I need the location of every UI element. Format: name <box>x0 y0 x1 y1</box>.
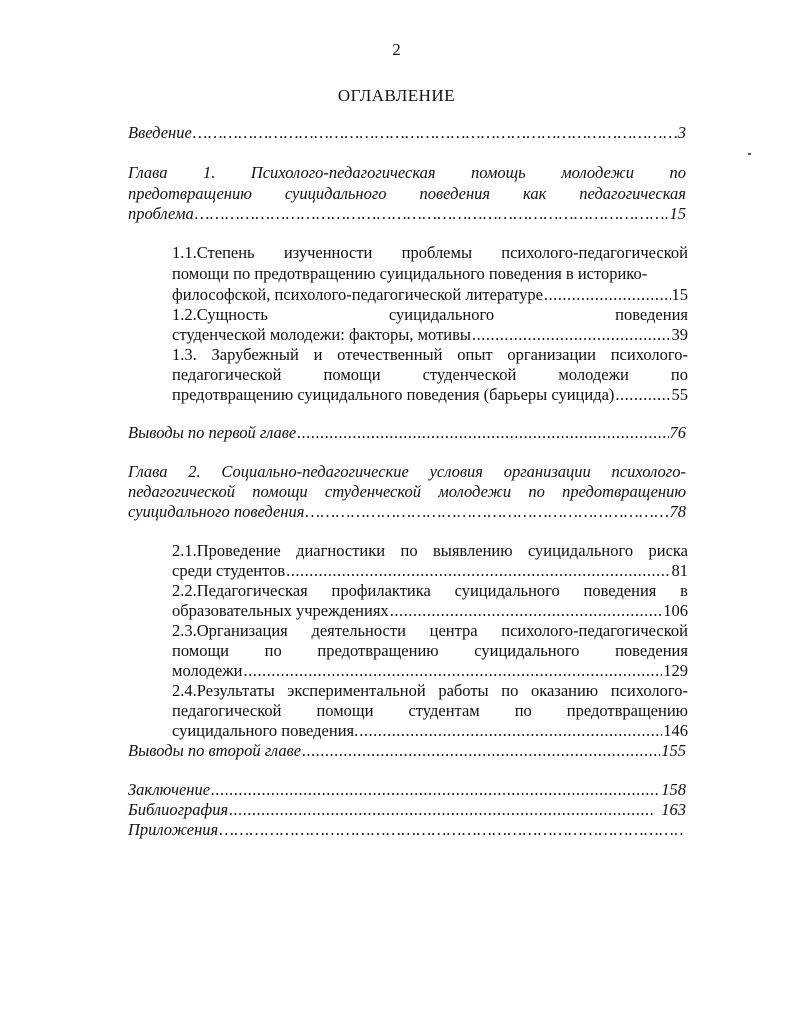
word: по <box>400 541 418 560</box>
leader-dots <box>286 561 670 581</box>
leader-dots <box>472 325 671 345</box>
entry-label: предотвращению суицидального поведения (барьеры суицида) <box>172 385 615 404</box>
entry-page: 129 <box>663 661 688 680</box>
section-2-3-line3 <box>172 661 688 681</box>
toc-title: ОГЛАВЛЕНИЕ <box>337 86 456 105</box>
word: профилактика <box>331 581 431 600</box>
entry-label: Выводы по второй главе <box>128 741 302 760</box>
entry-label: Введение <box>128 123 192 142</box>
leader-dots <box>229 800 654 820</box>
toc-entry-conclusion <box>128 780 686 800</box>
word: педагогической <box>172 701 282 720</box>
section-1-3-line3 <box>172 385 688 405</box>
word: поведения <box>583 581 657 600</box>
entry-page: 155 <box>661 741 686 760</box>
chapter2-heading-line2 <box>128 482 686 502</box>
section-1-1-line3 <box>172 285 688 305</box>
toc-entry-conclusions1 <box>128 423 686 443</box>
word: психолого-педагогической <box>501 621 688 640</box>
word: центра <box>429 621 478 640</box>
leader-dots <box>302 741 660 761</box>
word: студенческой <box>324 482 421 501</box>
word: деятельности <box>311 621 406 640</box>
word: риска <box>648 541 688 560</box>
section-2-2-line2 <box>172 601 688 621</box>
word: педагогическая <box>579 184 686 203</box>
word: выявлению <box>432 541 513 560</box>
toc-entry-intro <box>128 123 686 143</box>
word: 1.3. <box>172 345 197 364</box>
word: организации <box>503 462 591 481</box>
word: 1. <box>202 163 216 182</box>
word: 2. <box>188 462 201 481</box>
word: помощи <box>172 641 229 660</box>
word: и <box>313 345 323 364</box>
entry-page: 163 <box>661 800 686 819</box>
entry-page: 15 <box>671 285 688 304</box>
leader-dots <box>195 204 669 224</box>
word: поведения <box>615 305 688 324</box>
entry-page: 55 <box>671 385 688 404</box>
word: отечественный <box>337 345 443 364</box>
chapter1-heading-line2 <box>128 184 686 204</box>
word: студенческой <box>422 365 517 384</box>
word: помощи <box>316 701 374 720</box>
section-2-4-line1 <box>172 681 688 701</box>
section-1-1-line1 <box>172 243 688 263</box>
scan-speck <box>748 153 751 155</box>
word: экспериментальной <box>287 681 426 700</box>
word: диагностики <box>296 541 386 560</box>
word: 2.4.Результаты <box>172 681 275 700</box>
entry-label: философской, психолого-педагогической литературе <box>172 285 543 304</box>
entry-page: 158 <box>661 780 686 799</box>
word: психолого- <box>611 462 686 481</box>
page-number: 2 <box>392 40 401 59</box>
section-2-4-line2 <box>172 701 688 721</box>
word: молодежи <box>438 482 512 501</box>
toc-entry-appendices <box>128 820 686 840</box>
section-1-2-line1 <box>172 305 688 325</box>
section-2-1-line2 <box>172 561 688 581</box>
word: работы <box>438 681 489 700</box>
entry-label: Заключение <box>128 780 211 799</box>
word: условия <box>429 462 483 481</box>
word: по <box>514 701 532 720</box>
word: молодежи <box>561 163 634 182</box>
word: суицидального <box>284 184 387 203</box>
word: по <box>670 365 688 384</box>
word: предотвращению <box>128 184 252 203</box>
entry-page: 146 <box>663 721 688 740</box>
entry-page: 3 <box>677 123 686 142</box>
word: психолого- <box>610 345 688 364</box>
word: психолого-педагогической <box>501 243 688 262</box>
word: организации <box>507 345 596 364</box>
word: предотвращению <box>317 641 439 660</box>
entry-page: 78 <box>669 502 686 521</box>
word: молодежи <box>558 365 629 384</box>
section-2-1-line1 <box>172 541 688 561</box>
entry-label: среди студентов <box>172 561 286 580</box>
section-2-3-line2 <box>172 641 688 661</box>
word: студентам <box>408 701 480 720</box>
section-2-2-line1 <box>172 581 688 601</box>
leader-dots <box>544 285 671 305</box>
word: 2.1.Проведение <box>172 541 281 560</box>
entry-label: Приложения <box>128 820 219 839</box>
entry-label: суицидального поведения <box>128 502 305 521</box>
section-2-3-line1 <box>172 621 688 641</box>
word: педагогической <box>128 482 236 501</box>
word: суицидального <box>474 641 580 660</box>
word: психолого- <box>610 681 688 700</box>
word: в <box>680 581 688 600</box>
leader-dots <box>390 601 663 621</box>
entry-page: 15 <box>669 204 686 223</box>
section-1-2-line2 <box>172 325 688 345</box>
leader-dots <box>219 820 685 840</box>
word: по <box>501 681 519 700</box>
entry-label: студенческой молодежи: факторы, мотивы <box>172 325 471 344</box>
word: как <box>523 184 547 203</box>
word: суицидального <box>527 541 634 560</box>
word: Зарубежный <box>211 345 299 364</box>
word: помощь <box>471 163 526 182</box>
entry-page: 39 <box>671 325 688 344</box>
leader-dots <box>193 123 677 143</box>
entry-label: Библиография <box>128 800 229 819</box>
section-2-4-line3 <box>172 721 688 741</box>
word: помощи <box>252 482 308 501</box>
leader-dots <box>211 780 660 800</box>
entry-page: 76 <box>669 423 686 442</box>
word: поведения <box>419 184 491 203</box>
word: по <box>528 482 545 501</box>
leader-dots <box>297 423 668 443</box>
word: опыт <box>457 345 493 364</box>
chapter2-heading-line3 <box>128 502 686 522</box>
word: Социально-педагогические <box>221 462 409 481</box>
word: проблемы <box>401 243 473 262</box>
section-1-1-line2: помощи по предотвращению суицидального поведения в историко- <box>172 264 648 283</box>
entry-label: Выводы по первой главе <box>128 423 297 442</box>
toc-entry-bibliography <box>128 800 686 820</box>
word: педагогической <box>172 365 282 384</box>
entry-label: молодежи <box>172 661 243 680</box>
leader-dots <box>305 502 668 522</box>
entry-label: проблема <box>128 204 194 223</box>
leader-dots <box>359 721 662 741</box>
word: помощи <box>323 365 381 384</box>
word: поведения <box>615 641 688 660</box>
section-1-3-line2 <box>172 365 688 385</box>
entry-label: образовательных учреждениях <box>172 601 389 620</box>
word: по <box>264 641 282 660</box>
word: Психолого-педагогическая <box>250 163 436 182</box>
word: 2.2.Педагогическая <box>172 581 308 600</box>
word: по <box>669 163 686 182</box>
section-1-3-line1 <box>172 345 688 365</box>
entry-page: 81 <box>671 561 688 580</box>
word: оказанию <box>530 681 599 700</box>
word: изученности <box>283 243 373 262</box>
word: 2.3.Организация <box>172 621 288 640</box>
entry-page: 106 <box>663 601 688 620</box>
chapter1-heading-line1 <box>128 163 686 183</box>
chapter1-heading-line3 <box>128 204 686 224</box>
word: суицидального <box>388 305 495 324</box>
toc-entry-conclusions2 <box>128 741 686 761</box>
word: 1.1.Степень <box>172 243 255 262</box>
word: 1.2.Сущность <box>172 305 268 324</box>
entry-label: суицидального поведения. <box>172 721 359 740</box>
leader-dots <box>615 385 670 405</box>
chapter2-heading-line1 <box>128 462 686 482</box>
word: предотвращению <box>566 701 688 720</box>
word: Глава <box>128 163 168 182</box>
word: предотвращению <box>562 482 686 501</box>
word: Глава <box>128 462 168 481</box>
leader-dots <box>243 661 662 681</box>
word: суицидального <box>454 581 560 600</box>
